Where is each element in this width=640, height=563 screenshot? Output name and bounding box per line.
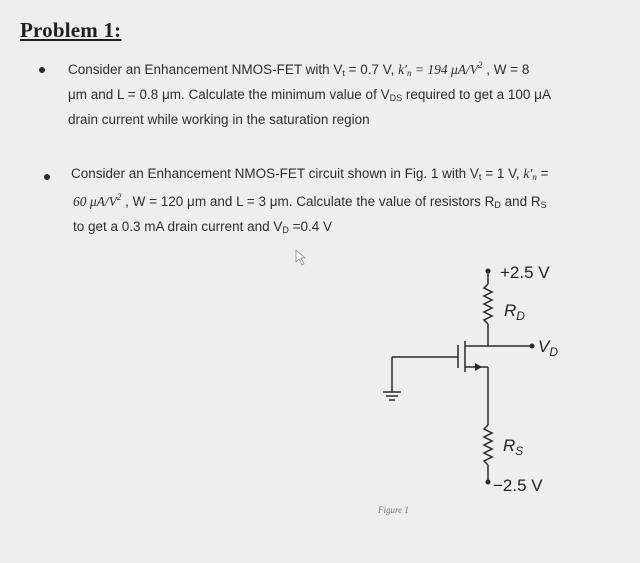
vdd-label: +2.5 V: [500, 263, 550, 282]
vss-terminal: [486, 480, 491, 485]
p1-kn: k′: [398, 62, 408, 77]
p1-l2-b: required to get a 100 μA: [402, 87, 551, 102]
p2-vd-sub: D: [282, 225, 289, 235]
p2-l3-b: =0.4 V: [288, 219, 333, 234]
p2-kn-sub: n: [532, 172, 537, 182]
vss-label: −2.5 V: [493, 476, 543, 495]
p2-l2-b: , W = 120 μm and L = 3 μm. Calculate the value of resistors R: [121, 194, 495, 209]
p2-l1-a: Consider an Enhancement NMOS-FET circuit shown in Fig. 1 with V: [71, 166, 479, 181]
p2-rd-sub: D: [494, 200, 501, 210]
p2-l3-a: to get a 0.3 mA drain current and V: [73, 219, 283, 234]
vd-label: $V_D$: [538, 337, 559, 359]
p1-line-3: drain current while working in the saturation region: [68, 112, 370, 127]
p1-sq: 2: [478, 60, 483, 70]
rs-resistor: [484, 425, 492, 465]
p2-l2-a: 60 μA/V: [73, 194, 117, 209]
figure-caption: Figure 1: [378, 505, 409, 515]
p1-l1-d: , W = 8: [482, 62, 530, 77]
p2-kn: k′: [523, 166, 533, 181]
problem-heading: Problem 1:: [20, 18, 122, 42]
p1-l1-b: = 0.7 V,: [344, 62, 399, 77]
p1-l1-a: Consider an Enhancement NMOS-FET with V: [68, 62, 343, 77]
rs-label: $R_S$: [503, 436, 524, 458]
source-arrow: [475, 363, 482, 371]
p2-l1-b: = 1 V,: [481, 166, 524, 181]
p1-vt-sub: t: [342, 68, 345, 78]
p1-l1-c: = 194 μA/V: [411, 62, 479, 77]
p2-l2-c: and R: [500, 194, 541, 209]
p2-l1-c: =: [536, 166, 549, 181]
rd-label: $R_D$: [504, 301, 525, 323]
cursor-icon: [296, 250, 305, 265]
p1-kn-sub: n: [407, 68, 412, 78]
p1-vds-sub: DS: [389, 93, 403, 103]
p2-rs-sub: S: [540, 200, 547, 210]
rd-resistor: [484, 284, 492, 324]
vd-terminal: [530, 344, 535, 349]
p2-sq: 2: [116, 192, 122, 202]
p1-l2-a: μm and L = 0.8 μm. Calculate the minimum value of V: [68, 87, 390, 102]
p2-vt-sub: t: [478, 172, 482, 182]
